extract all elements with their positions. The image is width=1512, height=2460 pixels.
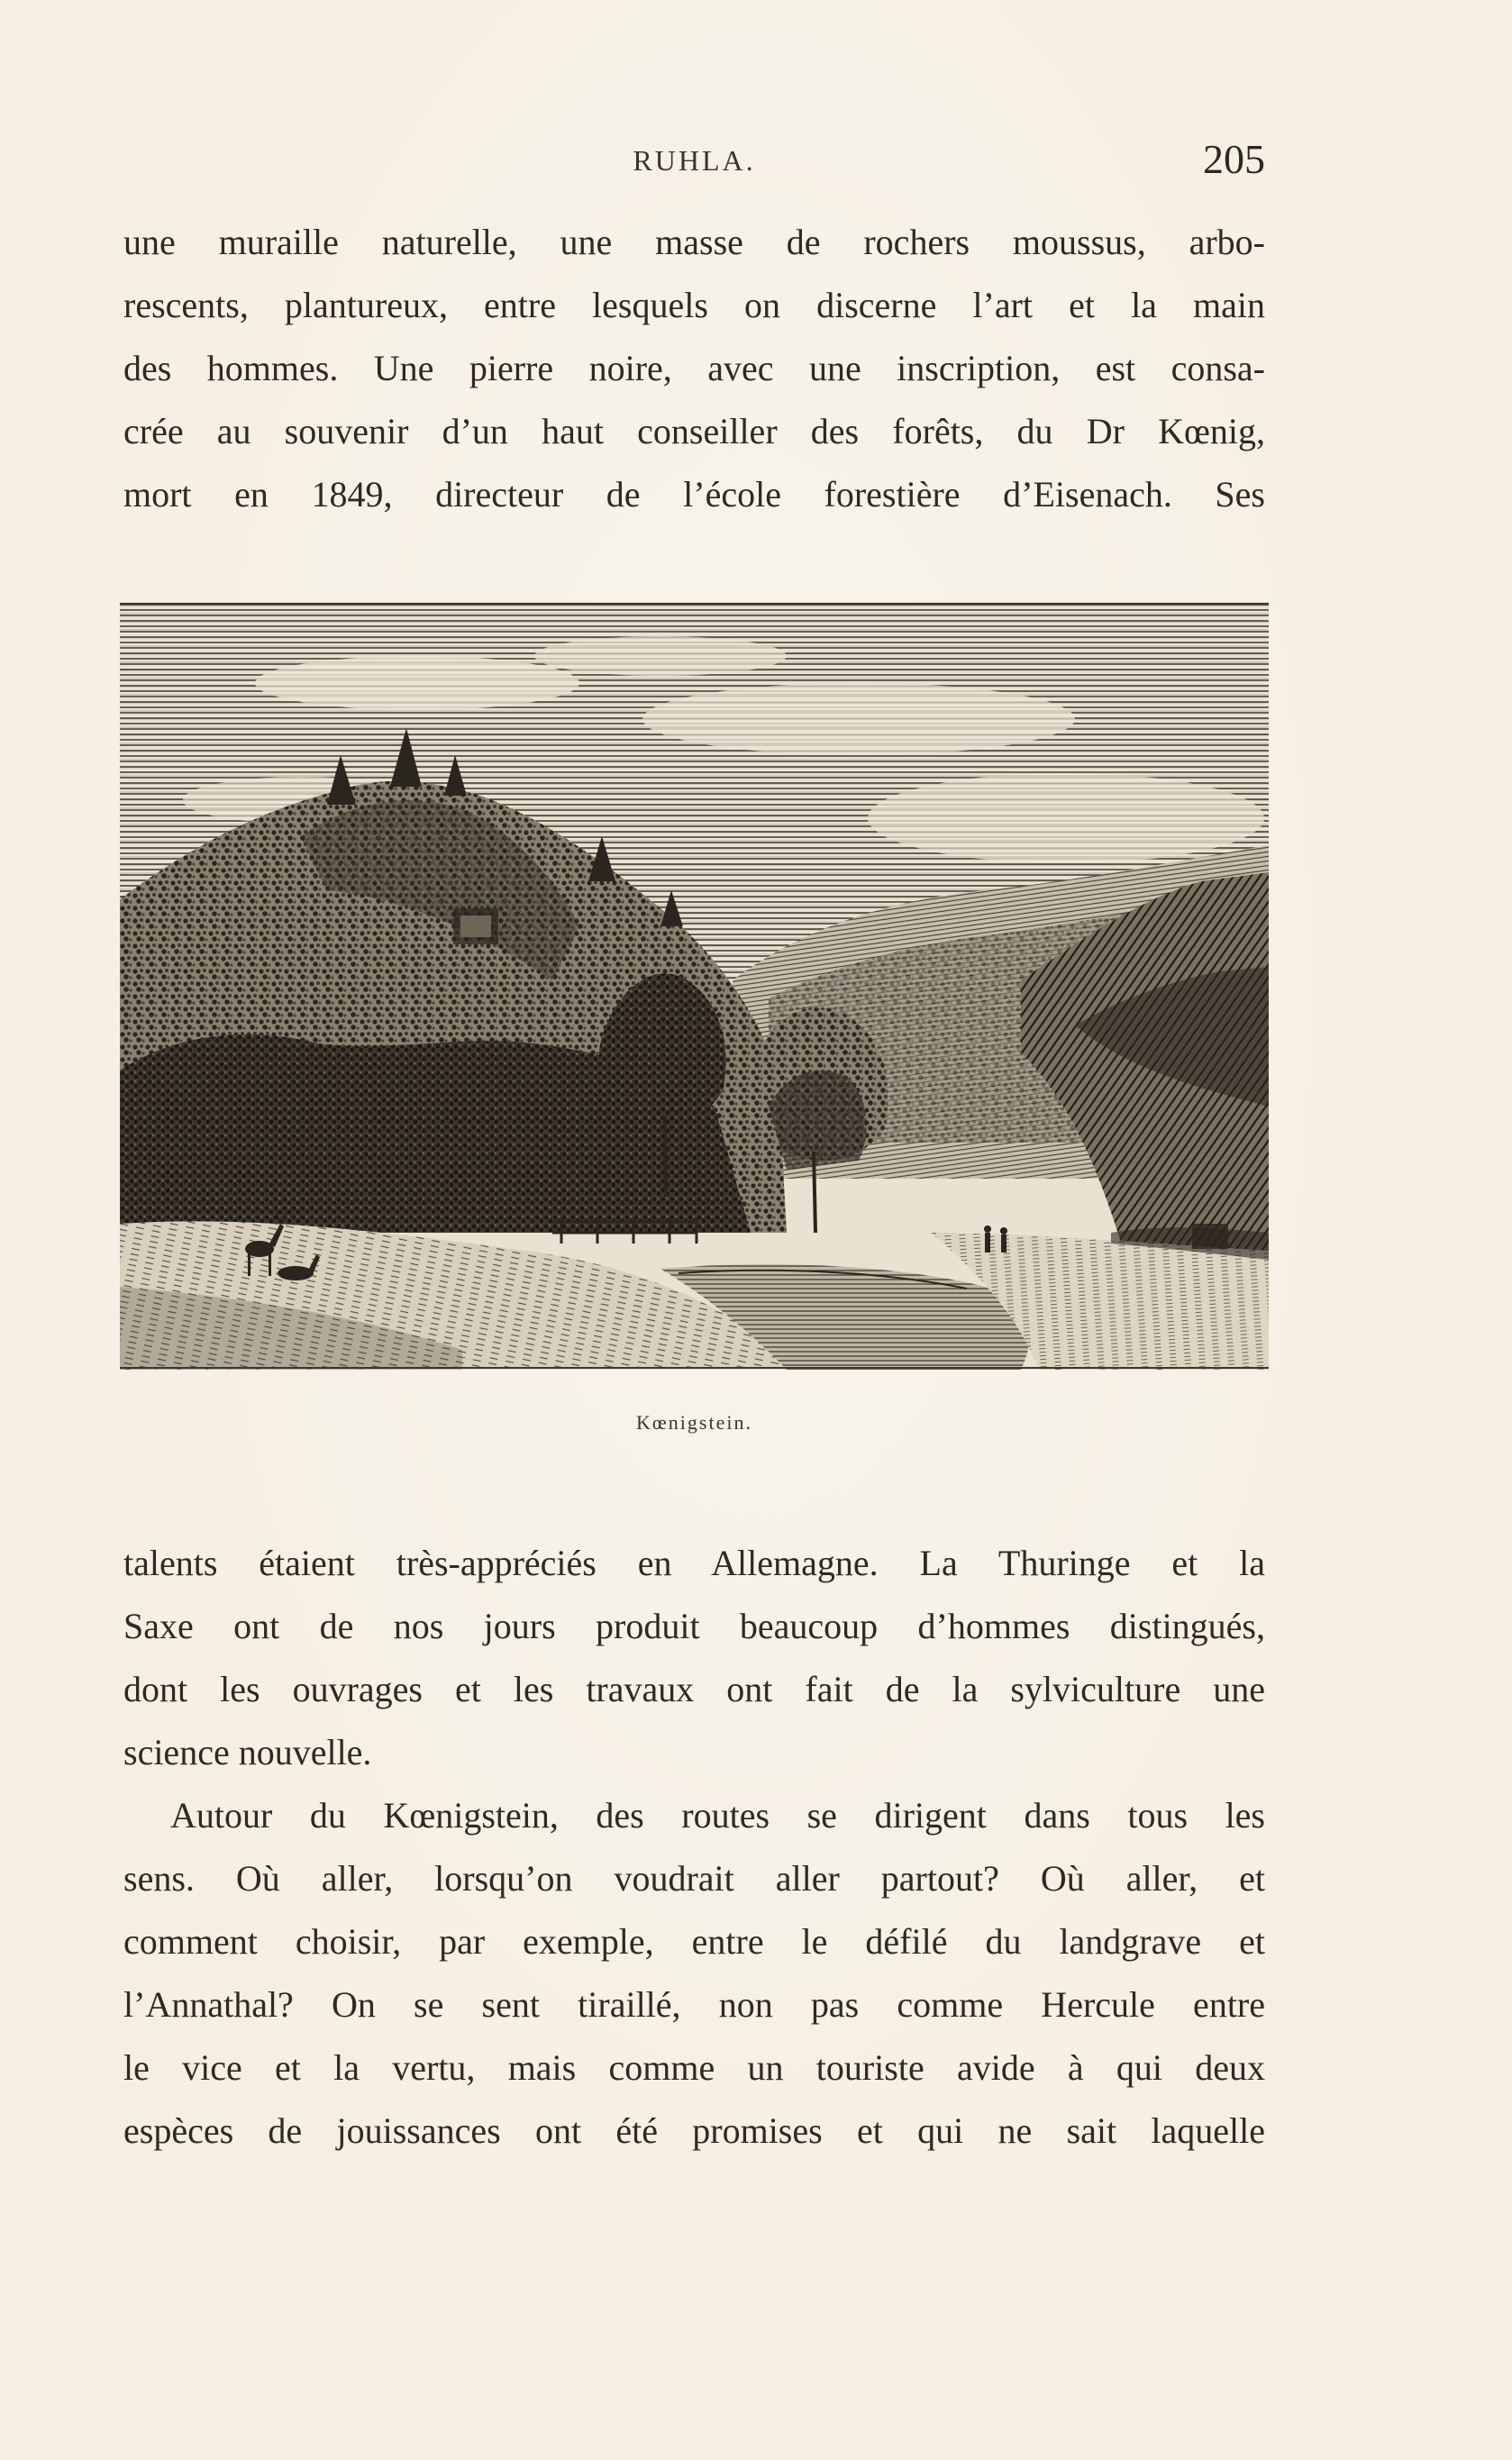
text-line: Autour du Kœnigstein, des routes se dirigent dans tous les [170,1795,1265,1836]
running-head: RUHLA. [633,144,756,177]
text-line: dont les ouvrages et les travaux ont fait de la sylviculture une [123,1669,1265,1709]
page-header [123,135,1265,189]
text-line: Saxe ont de nos jours produit beaucoup d’hommes distingués, [123,1606,1265,1646]
illustration-caption: Kœnigstein. [636,1411,752,1434]
text-line: comment choisir, par exemple, entre le défilé du landgrave et [123,1921,1265,1962]
text-line: rescents, plantureux, entre lesquels on discerne l’art et la main [123,285,1265,325]
text-line: une muraille naturelle, une masse de rochers moussus, arbo- [123,222,1265,262]
text-line: le vice et la vertu, mais comme un touriste avide à qui deux [123,2047,1265,2088]
engraving-koenigstein [120,602,1269,1370]
paragraph-continued [123,211,1265,526]
text-line: l’Annathal? On se sent tiraillé, non pas comme Hercule entre [123,1984,1265,2025]
text-line: des hommes. Une pierre noire, avec une inscription, est consa- [123,348,1265,388]
text-line: crée au souvenir d’un haut conseiller des forêts, du Dr Kœnig, [123,411,1265,451]
text-line: sens. Où aller, lorsqu’on voudrait aller partout? Où aller, et [123,1858,1265,1899]
text-line: talents étaient très-appréciés en Allemagne. La Thuringe et la [123,1543,1265,1583]
text-line: science nouvelle. [123,1732,372,1772]
text-line: espèces de jouissances ont été promises et qui ne sait laquelle [123,2110,1265,2151]
page-number: 205 [1203,136,1265,182]
paragraph-body [123,1532,1265,2163]
text-line: mort en 1849, directeur de l’école forestière d’Eisenach. Ses [123,474,1265,515]
